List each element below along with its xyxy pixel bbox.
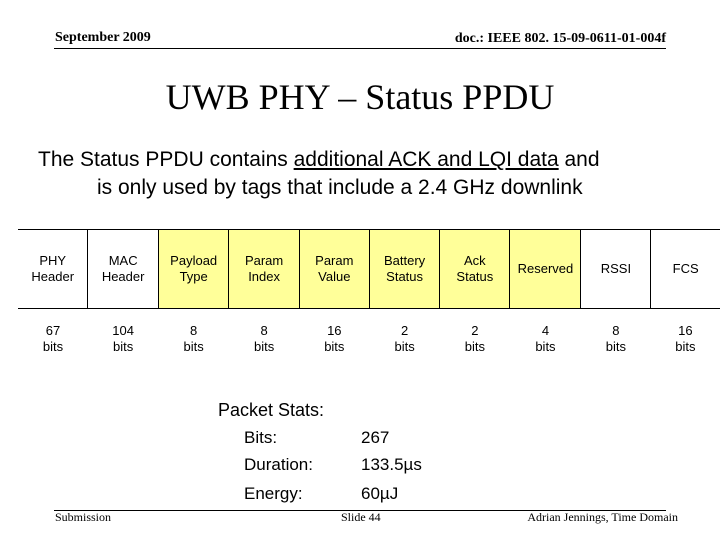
field-name-row xyxy=(18,230,720,309)
packet-stats-label: Packet Stats: xyxy=(218,400,325,420)
field-name-cell: Reserved xyxy=(510,230,581,309)
subtitle-line-2: is only used by tags that include a 2.4 GHz downlink xyxy=(97,176,583,199)
field-bits-cell: 2 bits xyxy=(464,323,485,354)
footer-slide-number: Slide 44 xyxy=(341,510,381,524)
stat-bits-label: Bits: xyxy=(244,428,278,447)
field-bits-cell: 8 bits xyxy=(183,323,204,354)
footer-author: Adrian Jennings, Time Domain xyxy=(527,510,678,524)
field-bits-cell: 4 bits xyxy=(535,323,556,354)
header-date: September 2009 xyxy=(55,30,151,45)
field-name-cell: Ack Status xyxy=(440,230,510,309)
field-name-cell: Param Index xyxy=(229,230,299,309)
field-name-cell: FCS xyxy=(651,230,720,309)
stat-duration-label: Duration: xyxy=(244,455,313,474)
header-doc-id: doc.: IEEE 802. 15-09-0611-01-004f xyxy=(454,31,666,46)
subtitle-text-1: The Status PPDU contains xyxy=(38,148,294,171)
status-ppdu-field-table xyxy=(18,229,720,369)
field-size-row xyxy=(18,309,720,370)
subtitle-text-2: and xyxy=(558,148,600,171)
stat-duration-value: 133.5µs xyxy=(361,455,422,474)
footer-submission: Submission xyxy=(55,510,112,524)
field-bits-cell: 104 bits xyxy=(112,323,134,354)
field-name-cell: Battery Status xyxy=(369,230,439,309)
field-name-cell: MAC Header xyxy=(88,230,158,309)
field-bits-cell: 67 bits xyxy=(42,323,64,354)
stat-energy-value: 60µJ xyxy=(361,484,399,503)
stat-energy-label: Energy: xyxy=(244,484,303,503)
stat-bits-value: 267 xyxy=(361,428,390,447)
field-name-cell: Param Value xyxy=(299,230,369,309)
field-bits-cell: 16 bits xyxy=(324,323,345,354)
header-divider xyxy=(54,48,666,49)
field-bits-cell: 8 bits xyxy=(605,323,627,354)
slide-title: UWB PHY – Status PPDU xyxy=(165,77,555,117)
field-name-cell: RSSI xyxy=(581,230,651,309)
field-bits-cell: 8 bits xyxy=(253,323,275,354)
field-name-cell: Payload Type xyxy=(158,230,229,309)
subtitle-underlined: additional ACK and LQI data xyxy=(293,148,559,171)
field-bits-cell: 16 bits xyxy=(675,323,696,354)
slide-subtitle xyxy=(38,146,698,202)
field-bits-cell: 2 bits xyxy=(394,323,415,354)
field-name-cell: PHY Header xyxy=(18,230,88,309)
